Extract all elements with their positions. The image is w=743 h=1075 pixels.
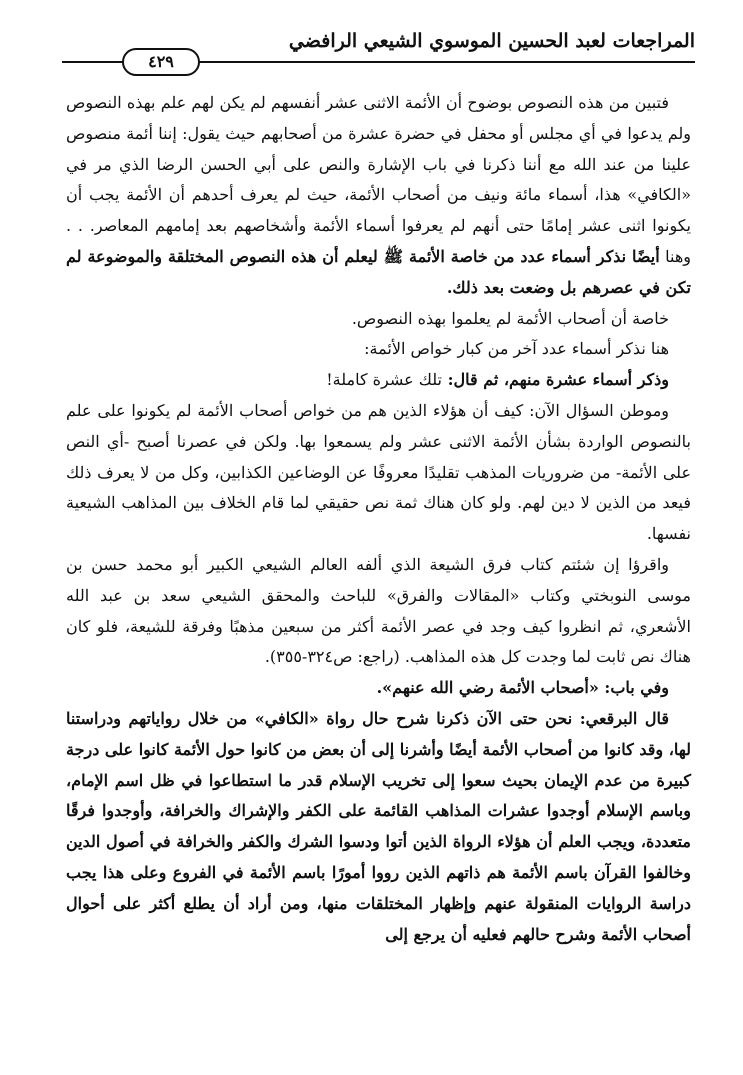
paragraph-2-part-1: خاصة أن أصحاب الأئمة لم يعلموا بهذه النصوص. xyxy=(351,308,669,328)
paragraph-7-part-1: وفي باب: «أصحاب الأئمة رضي الله عنهم». xyxy=(376,678,669,698)
paragraph-1-part-2: أيضًا نذكر أسماء عدد من خاصة الأئمة ﷺ ليعلم أن هذه النصوص المختلقة والموضوعة لم تكن في عصرهم بل وضعت بعد ذلك. xyxy=(66,246,691,297)
body-text xyxy=(66,88,691,950)
paragraph-4 xyxy=(66,365,691,396)
page-number: ٤٢٩ xyxy=(122,48,200,76)
header-title: المراجعات لعبد الحسين الموسوي الشيعي الرافضي xyxy=(288,30,695,52)
paragraph-6 xyxy=(66,550,691,673)
paragraph-3-part-1: هنا نذكر أسماء عدد آخر من كبار خواص الأئمة: xyxy=(364,339,669,359)
paragraph-8-part-1: قال البرقعي: نحن حتى الآن ذكرنا شرح حال رواة «الكافي» من خلال رواياتهم ودراستنا لها، وقد كانوا من أصحاب الأئمة أيضًا وأشرنا إلى أن بعض من كانوا حول الأئمة كانوا على درجة كبيرة من عدم الإيمان بحيث سعوا إلى تخريب الإسلام قدر ما استطاعوا في ظل اسم الإمام، وباسم الإسلام أوجدوا عشرات المذاهب القائمة على الكفر والإشراك والخرافة، وأوجدوا فرقًا متعددة، ويجب العلم أن هؤلاء الرواة الذين أتوا ودسوا الشرك والكفر والخرافة في أصول الدين وخالفوا القرآن باسم الأئمة هم ذاتهم الذين رووا أمورًا باسم الأئمة في الفروع وعلى هذا يجب دراسة الروايات المنقولة عنهم وإظهار المختلقات منها، ومن أراد أن يطلع أكثر على أحوال أصحاب الأئمة وشرح حالهم فعليه أن يرجع إلى xyxy=(66,708,692,944)
paragraph-8 xyxy=(66,704,691,950)
paragraph-5 xyxy=(66,396,691,550)
paragraph-5-part-1: وموطن السؤال الآن: كيف أن هؤلاء الذين هم من خواص أصحاب الأئمة لم يكونوا على علم بالنصوص الواردة بشأن الأئمة الاثنى عشر ولم يسمعوا بها. ولكن في عصرنا أصبح -أي النص على الأئمة- من ضروريات المذهب تقليدًا معروفًا عن الوضاعين الكذابين، وكل من لا يعرف ذلك فيعد من الذين لا دين لهم. ولو كان هناك ثمة نص حقيقي لما قام الخلاف بين المذاهب الشيعية نفسها. xyxy=(66,400,691,544)
paragraph-2 xyxy=(66,304,691,335)
running-header xyxy=(62,30,695,72)
paragraph-6-part-1: واقرؤا إن شئتم كتاب فرق الشيعة الذي ألفه العالم الشيعي الكبير أبو محمد حسن بن موسى النوبختي وكتاب «المقالات والفرق» للباحث والمحقق الشيعي سعد بن عبد الله الأشعري، ثم انظروا كيف وجد في عصر الأئمة أكثر من سبعين مذهبًا وفرقة للشيعة، فلو كان هناك نص ثابت لما وجدت كل هذه المذاهب. (راجع: ص٣٢٤-٣٥٥). xyxy=(66,554,692,667)
paragraph-4-part-2: تلك عشرة كاملة! xyxy=(326,370,442,390)
paragraph-7 xyxy=(66,673,691,704)
paragraph-4-part-1: وذكر أسماء عشرة منهم، ثم قال: xyxy=(442,370,669,390)
paragraph-1-part-1: فتبين من هذه النصوص بوضوح أن الأئمة الاثنى عشر أنفسهم لم يكن لهم علم بهذه النصوص ولم يدعوا في أي مجلس أو محفل في حضرة عشرة من أصحابهم حيث يقول: إننا أئمة منصوص علينا من عند الله مع أننا ذكرنا في باب الإشارة والنص على أبي الحسن الرضا الذي مر في «الكافي» هذا، أسماء مائة ونيف من أصحاب الأئمة، حيث لم يعرف أحدهم أن الأئمة يجب أن يكونوا اثنى عشر إمامًا حتى أنهم لم يعرفوا أسماء الأئمة وأشخاصهم بعد إمامهم المعاصر. . . وهنا xyxy=(66,93,692,266)
paragraph-1 xyxy=(66,88,691,304)
paragraph-3 xyxy=(66,334,691,365)
